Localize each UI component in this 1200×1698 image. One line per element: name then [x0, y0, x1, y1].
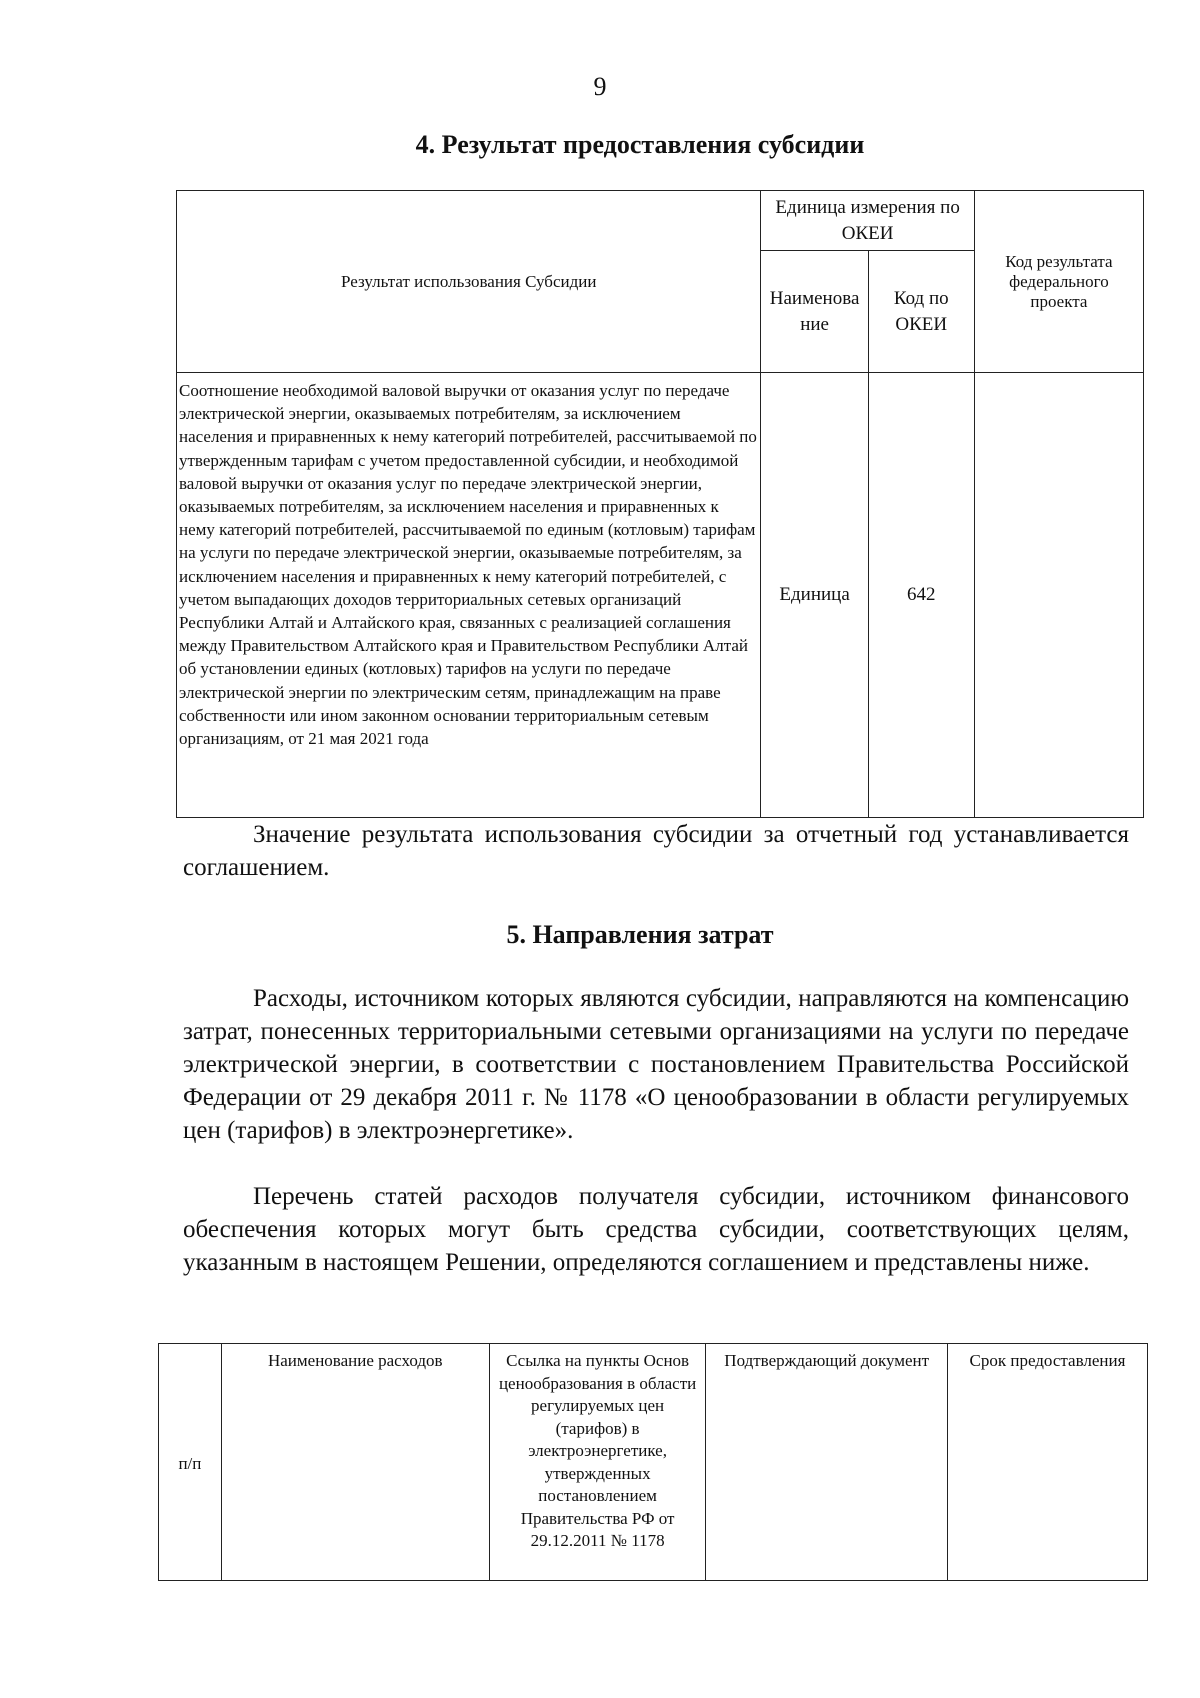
header-unit-name: Наименование — [761, 251, 868, 373]
result-description: Соотношение необходимой валовой выручки от оказания услуг по передаче электрической энергии, оказываемых потребителям, за исключением населения и приравненных к нему категорий потребителей, рассчитываемой по утвержденным тарифам с учетом предоставленной субсидии, и необходимой валовой выручки от оказания услуг по передаче электрической энергии, оказываемых потребителям, за исключением населения и приравненных к нему категорий потребителей, рассчитываемой по единым (котловым) тарифам на услуги по передаче электрической энергии, оказываемые потребителям, за исключением населения и приравненных к нему категорий потребителей, с учетом выпадающих доходов территориальных сетевых организаций Республики Алтай и Алтайского края, связанных с реализацией соглашения между Правительством Алтайского края и Правительством Республики Алтай об установлении единых (котловых) тарифов на услуги по передаче электрической энергии по электрическим сетям, принадлежащим на праве собственности или ином законном основании территориальным сетевым организациям, от 21 мая 2021 года — [177, 373, 761, 818]
header-cost-name: Наименование расходов — [221, 1344, 489, 1581]
result-note-text: Значение результата использования субсидии за отчетный год устанавливается соглашением. — [183, 821, 1129, 881]
header-document: Подтверждающий документ — [706, 1344, 947, 1581]
unit-code-value: 642 — [868, 373, 974, 818]
result-note — [183, 818, 1129, 884]
section-4-title: 4. Результат предоставления субсидии — [415, 130, 865, 159]
header-link: Ссылка на пункты Основ ценообразования в области регулируемых цен (тарифов) в электроэнергетике, утвержденных постановлением Правительства РФ от 29.12.2011 № 1178 — [489, 1344, 706, 1581]
header-federal-code: Код результата федерального проекта — [974, 191, 1143, 373]
unit-name-value: Единица — [761, 373, 868, 818]
federal-code-value — [974, 373, 1143, 818]
section-5-title: 5. Направления затрат — [506, 920, 774, 949]
costs-paragraph-2-text: Перечень статей расходов получателя субсидии, источником финансового обеспечения которых могут быть средства субсидии, соответствующих целям, указанным в настоящем Решении, определяются соглашением и представлены ниже. — [183, 1183, 1129, 1276]
header-num: п/п — [159, 1344, 222, 1581]
costs-paragraph-2 — [183, 1180, 1129, 1279]
costs-table — [158, 1343, 1148, 1581]
result-table — [176, 190, 1144, 818]
header-unit-code: Код по ОКЕИ — [868, 251, 974, 373]
costs-paragraph-1-text: Расходы, источником которых являются субсидии, направляются на компенсацию затрат, понесенных территориальными сетевыми организациями на услуги по передаче электрической энергии, в соответствии с постановлением Правительства Российской Федерации от 29 декабря 2011 г. № 1178 «О ценообразовании в области регулируемых цен (тарифов) в электроэнергетике». — [183, 985, 1129, 1144]
header-result: Результат использования Субсидии — [177, 191, 761, 373]
header-term: Срок предоставления — [947, 1344, 1147, 1581]
header-unit-group: Единица измерения по ОКЕИ — [761, 191, 974, 251]
page-number: 9 — [593, 72, 607, 101]
costs-paragraph-1 — [183, 982, 1129, 1147]
